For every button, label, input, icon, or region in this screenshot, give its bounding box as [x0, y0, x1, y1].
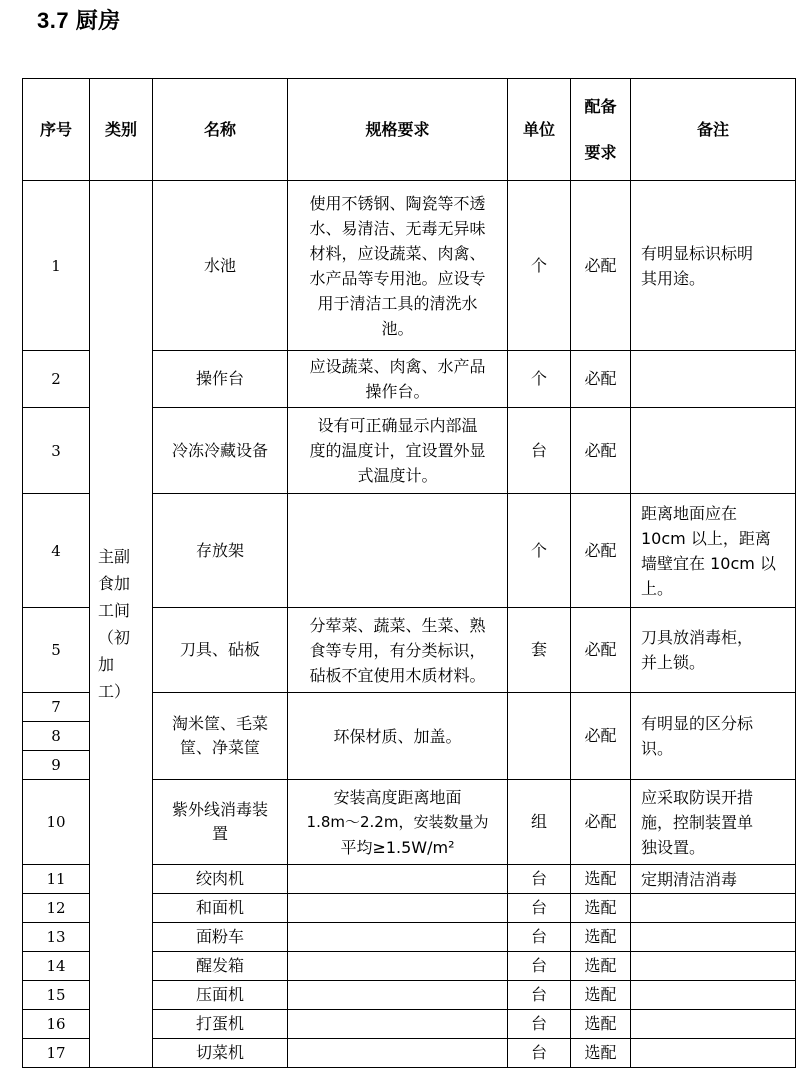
- row-spec: [288, 981, 508, 1010]
- row-unit: 个: [508, 494, 571, 608]
- row-name: 刀具、砧板: [153, 608, 288, 693]
- header-index: 序号: [23, 79, 90, 181]
- row-remark: [631, 351, 796, 408]
- header-unit: 单位: [508, 79, 571, 181]
- spec-line: 水、易清洁、无毒无异味: [309, 218, 486, 238]
- row-name: 和面机: [153, 894, 288, 923]
- remark-line: 施，控制装置单: [641, 812, 754, 832]
- row-spec: 环保材质、加盖。: [288, 693, 508, 780]
- row-remark: [631, 608, 796, 693]
- row-required: 选配: [571, 1039, 631, 1068]
- remark-line: 距离地面应在: [641, 503, 738, 523]
- row-name: 存放架: [153, 494, 288, 608]
- row-name: 面粉车: [153, 923, 288, 952]
- row-unit: 台: [508, 1039, 571, 1068]
- row-index: 10: [23, 780, 90, 865]
- spec-line: 用于清洁工具的清洗水: [317, 293, 478, 313]
- row-unit: 台: [508, 1010, 571, 1039]
- row-required: 必配: [571, 181, 631, 351]
- row-remark: [631, 408, 796, 494]
- remark-line: 独设置。: [641, 837, 706, 857]
- row-unit: 台: [508, 952, 571, 981]
- spec-line: 度的温度计，宜设置外显: [309, 441, 486, 460]
- row-spec: [288, 865, 508, 894]
- row-index: 8: [23, 722, 90, 751]
- section-title: 3.7 厨房: [37, 8, 121, 33]
- table-row: [23, 181, 796, 351]
- row-unit: 台: [508, 894, 571, 923]
- row-unit: 组: [508, 780, 571, 865]
- row-spec: [288, 351, 508, 408]
- category-line: 加: [98, 655, 115, 674]
- remark-line: 有明显的区分标: [641, 714, 754, 733]
- row-spec: [288, 408, 508, 494]
- kitchen-equipment-table: [22, 78, 796, 1068]
- row-remark: [631, 1010, 796, 1039]
- row-spec: [288, 952, 508, 981]
- name-line: 淘米筐、毛菜: [171, 714, 268, 733]
- category-line: （初: [98, 628, 131, 647]
- row-remark: [631, 780, 796, 865]
- remark-line: 10cm 以上，距离: [641, 528, 771, 548]
- row-name: 水池: [153, 181, 288, 351]
- header-remark: 备注: [631, 79, 796, 181]
- row-index: 2: [23, 351, 90, 408]
- row-unit: [508, 693, 571, 780]
- remark-line: 并上锁。: [641, 653, 706, 672]
- row-unit: 台: [508, 408, 571, 494]
- header-required: [571, 79, 631, 181]
- row-remark: [631, 952, 796, 981]
- remark-line: 墙壁宜在 10cm 以: [641, 553, 776, 573]
- row-spec: [288, 608, 508, 693]
- row-unit: 个: [508, 351, 571, 408]
- row-index: 16: [23, 1010, 90, 1039]
- row-index: 14: [23, 952, 90, 981]
- row-remark: [631, 494, 796, 608]
- category-line: 主副: [98, 547, 131, 566]
- category-line: 工）: [98, 682, 131, 701]
- row-required: 必配: [571, 780, 631, 865]
- spec-line: 砧板不宜使用木质材料。: [309, 665, 486, 685]
- category-cell: [90, 181, 153, 1068]
- row-index: 17: [23, 1039, 90, 1068]
- row-required: 必配: [571, 351, 631, 408]
- row-name: 冷冻冷藏设备: [153, 408, 288, 494]
- row-index: 13: [23, 923, 90, 952]
- row-unit: 套: [508, 608, 571, 693]
- header-category: 类别: [90, 79, 153, 181]
- row-name: 切菜机: [153, 1039, 288, 1068]
- row-remark: [631, 693, 796, 780]
- row-required: 必配: [571, 408, 631, 494]
- row-spec: [288, 494, 508, 608]
- row-remark: [631, 894, 796, 923]
- spec-line: 使用不锈钢、陶瓷等不透: [309, 193, 486, 213]
- row-name: [153, 780, 288, 865]
- category-line: 工间: [98, 601, 131, 620]
- row-remark: [631, 1039, 796, 1068]
- row-index: 3: [23, 408, 90, 494]
- row-spec: [288, 923, 508, 952]
- spec-line: 操作台。: [365, 382, 430, 401]
- row-required: 必配: [571, 693, 631, 780]
- name-line: 置: [211, 824, 228, 843]
- row-index: 4: [23, 494, 90, 608]
- row-unit: 台: [508, 981, 571, 1010]
- row-required: 选配: [571, 1010, 631, 1039]
- row-remark: [631, 981, 796, 1010]
- spec-line: 分荤菜、蔬菜、生菜、熟: [309, 615, 486, 635]
- row-remark: [631, 923, 796, 952]
- spec-line: 食等专用，有分类标识，: [309, 640, 486, 660]
- row-name: [153, 693, 288, 780]
- spec-line: 安装高度距离地面: [333, 787, 462, 807]
- row-index: 15: [23, 981, 90, 1010]
- spec-line: 平均≥1.5W/m²: [340, 837, 455, 857]
- row-remark: [631, 181, 796, 351]
- spec-line: 式温度计。: [357, 466, 438, 485]
- remark-line: 应采取防误开措: [641, 787, 754, 807]
- row-name: 压面机: [153, 981, 288, 1010]
- row-index: 7: [23, 693, 90, 722]
- row-name: 醒发箱: [153, 952, 288, 981]
- row-spec: [288, 780, 508, 865]
- header-name: 名称: [153, 79, 288, 181]
- row-required: 选配: [571, 952, 631, 981]
- row-spec: [288, 1010, 508, 1039]
- spec-line: 池。: [381, 318, 414, 338]
- row-index: 11: [23, 865, 90, 894]
- header-required-line1: 配备: [584, 96, 617, 116]
- name-line: 筐、净菜筐: [179, 738, 260, 757]
- row-spec: [288, 181, 508, 351]
- row-index: 12: [23, 894, 90, 923]
- row-required: 选配: [571, 865, 631, 894]
- row-required: 选配: [571, 981, 631, 1010]
- spec-line: 材料，应设蔬菜、肉禽、: [309, 243, 486, 263]
- row-spec: [288, 1039, 508, 1068]
- row-unit: 台: [508, 865, 571, 894]
- table-header-row: [23, 79, 796, 181]
- name-line: 紫外线消毒装: [171, 800, 268, 819]
- row-spec: [288, 894, 508, 923]
- row-index: 9: [23, 751, 90, 780]
- header-required-line2: 要求: [584, 142, 617, 162]
- row-index: 5: [23, 608, 90, 693]
- row-required: 选配: [571, 923, 631, 952]
- row-remark: 定期清洁消毒: [631, 865, 796, 894]
- row-name: 绞肉机: [153, 865, 288, 894]
- row-required: 选配: [571, 894, 631, 923]
- row-required: 必配: [571, 608, 631, 693]
- remark-line: 有明显标识标明: [641, 243, 754, 263]
- spec-line: 应设蔬菜、肉禽、水产品: [309, 357, 486, 376]
- spec-line: 1.8m～2.2m，安装数量为: [306, 812, 489, 831]
- row-unit: 台: [508, 923, 571, 952]
- remark-line: 识。: [641, 739, 674, 758]
- remark-line: 刀具放消毒柜，: [641, 628, 754, 647]
- spec-line: 设有可正确显示内部温: [317, 416, 478, 435]
- row-unit: 个: [508, 181, 571, 351]
- category-line: 食加: [98, 574, 131, 593]
- row-name: 打蛋机: [153, 1010, 288, 1039]
- spec-line: 水产品等专用池。应设专: [309, 268, 486, 288]
- row-name: 操作台: [153, 351, 288, 408]
- row-index: 1: [23, 181, 90, 351]
- header-spec: 规格要求: [288, 79, 508, 181]
- row-required: 必配: [571, 494, 631, 608]
- remark-line: 其用途。: [641, 268, 706, 288]
- remark-line: 上。: [641, 578, 674, 598]
